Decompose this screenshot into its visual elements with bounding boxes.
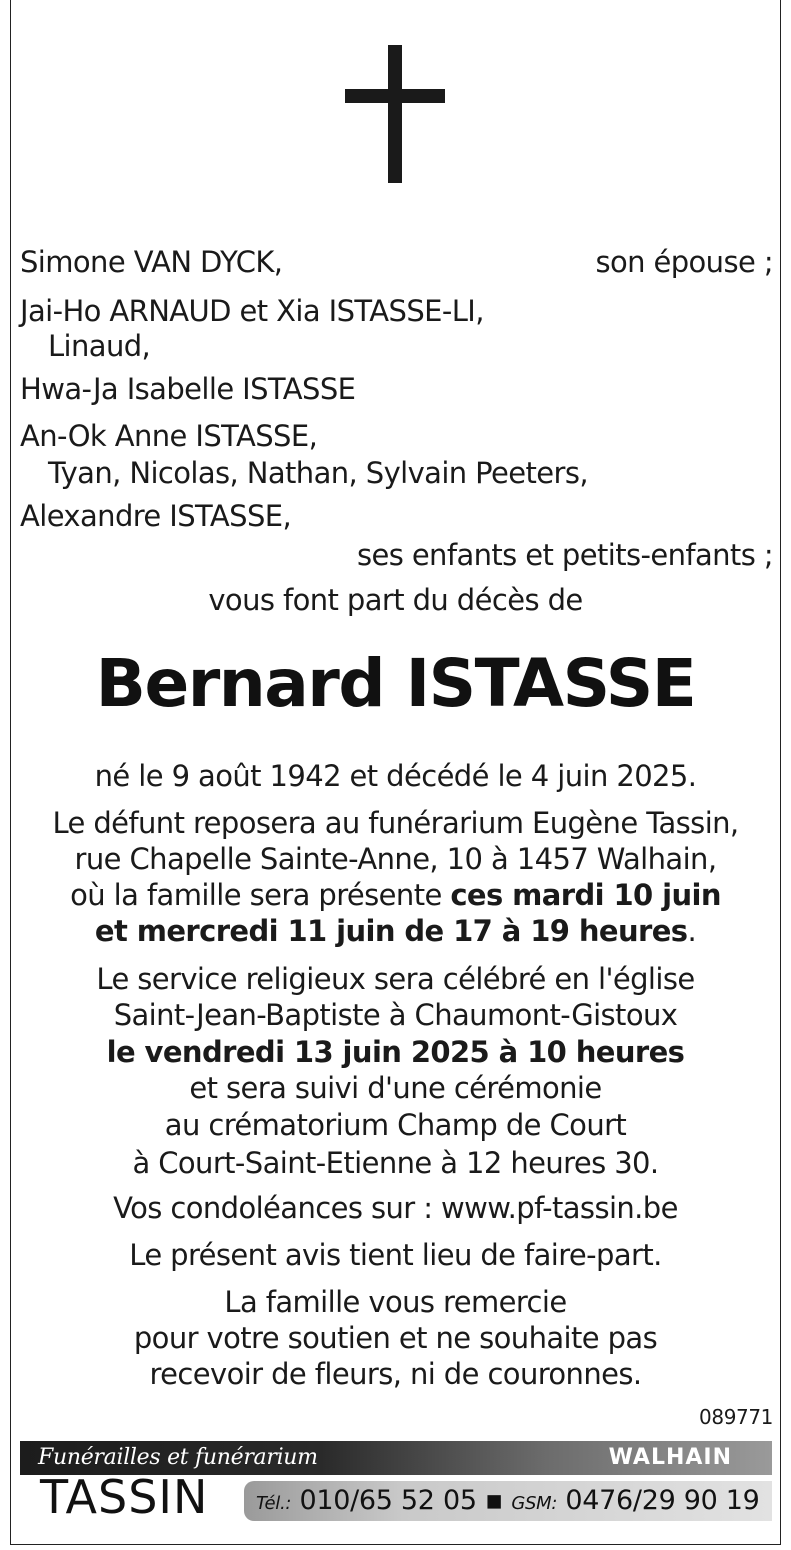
repose-line-4 bbox=[10, 913, 781, 949]
tel-label: Tél.: bbox=[256, 1493, 292, 1514]
banner-city: WALHAIN bbox=[608, 1445, 732, 1470]
banner-contact-text bbox=[256, 1485, 760, 1520]
repose-line-3-text: où la famille sera présente bbox=[70, 878, 451, 912]
service-line-4: et sera suivi d'une cérémonie bbox=[189, 1071, 602, 1105]
tel-number: 010/65 52 05 bbox=[299, 1485, 477, 1516]
deceased-name: Bernard ISTASSE bbox=[95, 645, 696, 722]
gsm-label: GSM: bbox=[511, 1493, 558, 1514]
thanks-line-3: recevoir de fleurs, ni de couronnes. bbox=[149, 1357, 642, 1391]
condolences-line: Vos condoléances sur : www.pf-tassin.be bbox=[113, 1191, 678, 1225]
repose-line-3-bold: ces mardi 10 juin bbox=[450, 878, 721, 912]
family-role-children: ses enfants et petits-enfants ; bbox=[356, 538, 773, 572]
service-line-3-bold: le vendredi 13 juin 2025 à 10 heures bbox=[106, 1035, 685, 1069]
family-role-spouse: son épouse ; bbox=[595, 245, 773, 279]
thanks-line-1: La famille vous remercie bbox=[224, 1285, 567, 1319]
repose-line-4-text: . bbox=[687, 914, 697, 948]
family-line-5: An-Ok Anne ISTASSE, bbox=[20, 419, 318, 453]
notice-line: Le présent avis tient lieu de faire-part. bbox=[129, 1238, 662, 1272]
family-line-4: Hwa-Ja Isabelle ISTASSE bbox=[20, 372, 356, 406]
banner-tagline: Funérailles et funérarium bbox=[38, 1445, 318, 1470]
repose-line-2: rue Chapelle Sainte-Anne, 10 à 1457 Walhain, bbox=[74, 842, 717, 876]
banner-contact bbox=[244, 1481, 772, 1521]
birth-death-dates: né le 9 août 1942 et décédé le 4 juin 2025. bbox=[94, 759, 697, 793]
family-line-7: Alexandre ISTASSE, bbox=[20, 499, 292, 533]
reference-number: 089771 bbox=[699, 1405, 773, 1429]
banner-brand: TASSIN bbox=[40, 1470, 209, 1524]
repose-line-1: Le défunt reposera au funérarium Eugène Tassin, bbox=[52, 806, 739, 840]
cross-icon bbox=[345, 45, 445, 183]
service-line-3 bbox=[10, 1034, 781, 1070]
service-line-1: Le service religieux sera célébré en l'église bbox=[96, 962, 695, 996]
service-line-5: au crématorium Champ de Court bbox=[164, 1108, 627, 1142]
repose-line-4-bold: et mercredi 11 juin de 17 à 19 heures bbox=[94, 914, 688, 948]
service-line-6: à Court-Saint-Etienne à 12 heures 30. bbox=[132, 1146, 659, 1180]
family-line-3: Linaud, bbox=[48, 329, 151, 363]
repose-line-3 bbox=[10, 877, 781, 913]
family-line-spouse: Simone VAN DYCK, bbox=[20, 245, 283, 279]
service-line-2: Saint-Jean-Baptiste à Chaumont-Gistoux bbox=[113, 998, 678, 1032]
family-line-2: Jai-Ho ARNAUD et Xia ISTASSE-LI, bbox=[20, 294, 484, 328]
announcement-intro: vous font part du décès de bbox=[208, 583, 583, 617]
funeral-home-banner bbox=[20, 1441, 772, 1523]
gsm-number: 0476/29 90 19 bbox=[565, 1485, 760, 1516]
thanks-line-2: pour votre soutien et ne souhaite pas bbox=[133, 1321, 658, 1355]
family-line-6: Tyan, Nicolas, Nathan, Sylvain Peeters, bbox=[48, 456, 588, 490]
contact-separator: ▪ bbox=[485, 1485, 504, 1516]
